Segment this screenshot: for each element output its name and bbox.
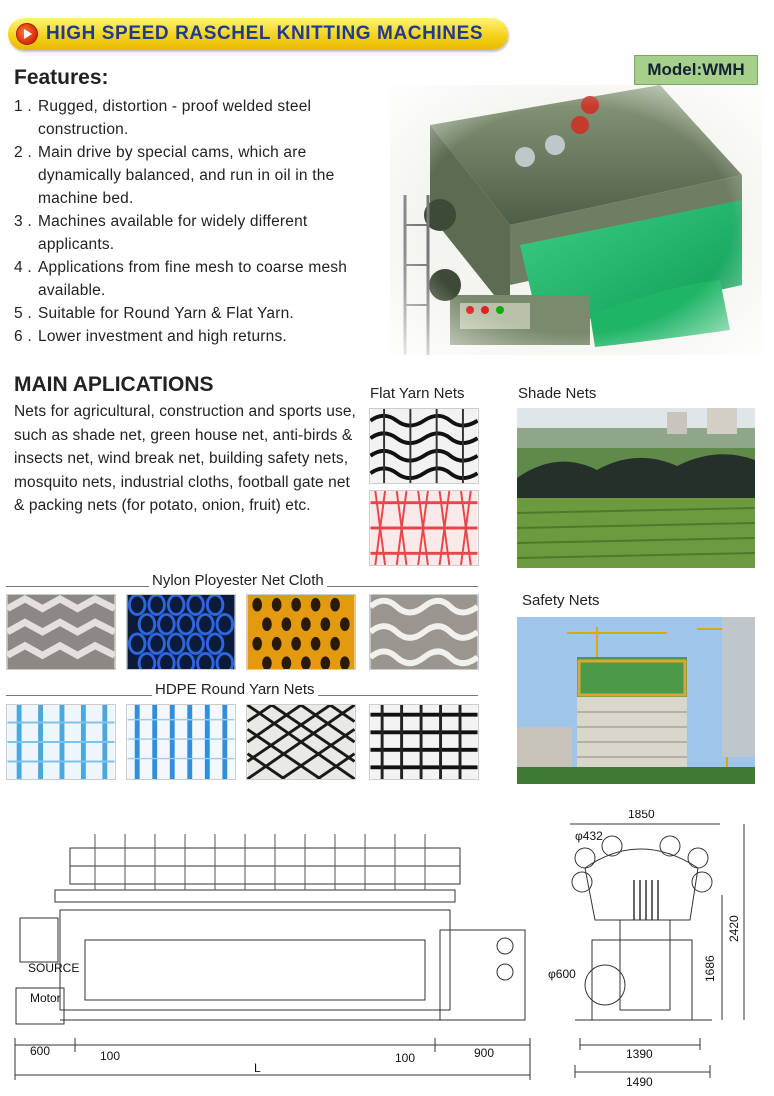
dim-phi-432: φ432 <box>575 829 603 843</box>
model-badge: Model:WMH <box>634 55 758 85</box>
dim-1850: 1850 <box>628 810 655 821</box>
dim-1490: 1490 <box>626 1075 653 1089</box>
motor-label: Motor <box>30 991 61 1005</box>
nylon-net-grey-swatch <box>6 594 116 670</box>
front-view-drawing <box>15 848 530 1080</box>
feature-item <box>14 210 359 256</box>
applications-text: Nets for agricultural, construction and sports use, such as shade net, green house net, anti-birds & insects net, wind break net, building safety nets, mosquito nets, industrial cloths, football gate net & packing nets (for potato, onion, fruit) etc. <box>14 403 356 515</box>
feature-number: 5 . <box>14 305 32 322</box>
feature-item <box>14 141 359 210</box>
feature-number: 1 . <box>14 98 32 115</box>
feature-text: Lower investment and high returns. <box>38 328 287 345</box>
dim-100-right: 100 <box>395 1051 416 1065</box>
flat-yarn-net-red-swatch <box>369 490 479 566</box>
nylon-net-orange-swatch <box>246 594 356 670</box>
dim-2420: 2420 <box>727 915 741 942</box>
side-view-drawing <box>570 824 744 1078</box>
flat-yarn-caption: Flat Yarn Nets <box>370 385 465 402</box>
dim-100-left: 100 <box>100 1049 121 1063</box>
dim-900: 900 <box>474 1046 495 1060</box>
feature-item <box>14 256 359 302</box>
dim-1390: 1390 <box>626 1047 653 1061</box>
feature-text: Main drive by special cams, which are dynamically balanced, and run in oil in the machine bed. <box>38 144 335 207</box>
hdpe-net-black-grid-swatch <box>369 704 479 780</box>
shade-nets-photo <box>517 408 755 568</box>
feature-list <box>14 95 359 348</box>
hdpe-section-label: HDPE Round Yarn Nets <box>152 681 318 698</box>
title-banner <box>8 18 508 50</box>
feature-item <box>14 302 359 325</box>
feature-text: Rugged, distortion - proof welded steel construction. <box>38 98 312 138</box>
safety-nets-photo <box>517 617 755 784</box>
hdpe-net-black-mesh-swatch <box>246 704 356 780</box>
safety-nets-caption: Safety Nets <box>522 592 600 609</box>
feature-text: Suitable for Round Yarn & Flat Yarn. <box>38 305 294 322</box>
page-title: HIGH SPEED RASCHEL KNITTING MACHINES <box>46 23 484 44</box>
bullet-arrow-icon <box>16 23 38 45</box>
source-label: SOURCE <box>28 961 80 975</box>
feature-number: 3 . <box>14 213 32 230</box>
shade-nets-caption: Shade Nets <box>518 385 597 402</box>
applications-heading: MAIN APLICATIONS <box>14 373 214 396</box>
feature-text: Machines available for widely different applicants. <box>38 213 308 253</box>
dim-1686: 1686 <box>703 955 717 982</box>
feature-number: 6 . <box>14 328 32 345</box>
features-heading: Features: <box>14 66 109 89</box>
dim-600: 600 <box>30 1044 51 1058</box>
nylon-section-label: Nylon Ployester Net Cloth <box>149 572 327 589</box>
dim-L: L <box>254 1061 261 1075</box>
feature-number: 4 . <box>14 259 32 276</box>
flat-yarn-net-black-swatch <box>369 408 479 484</box>
hdpe-net-light-blue-swatch <box>6 704 116 780</box>
feature-text: Applications from fine mesh to coarse mesh available. <box>38 259 348 299</box>
hdpe-net-blue-stripe-swatch <box>126 704 236 780</box>
technical-drawing <box>0 810 774 1096</box>
feature-item <box>14 95 359 141</box>
dim-phi-600: φ600 <box>548 967 576 981</box>
nylon-net-white-swatch <box>369 594 479 670</box>
nylon-net-blue-swatch <box>126 594 236 670</box>
feature-number: 2 . <box>14 144 32 161</box>
machine-photo <box>390 85 762 355</box>
feature-item <box>14 325 359 348</box>
